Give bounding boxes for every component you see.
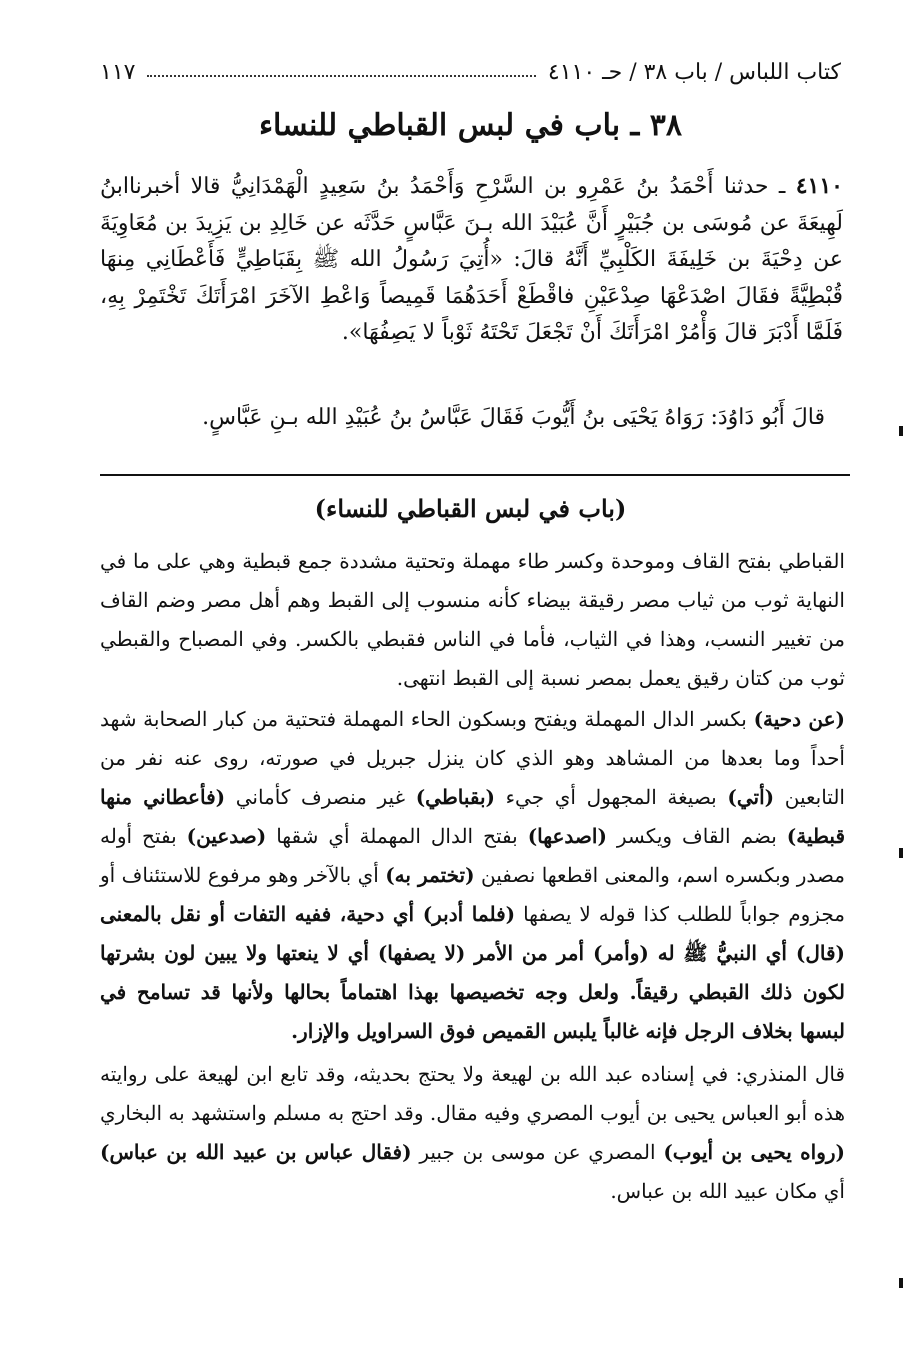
gloss: بفتح أوله مصدر وبكسره اسم، والمعنى اقطعها نصفين [100,824,845,887]
chapter-title: ٣٨ ـ باب في لبس القباطي للنساء [258,108,683,143]
gloss: غير منصرف كأماني [225,785,416,809]
section-divider [100,474,850,476]
gloss: بضم القاف ويكسر [606,824,787,848]
lemma: (فقال عباس بن عبيد الله بن عباس) [100,1140,412,1164]
header-dot-leader [147,75,535,77]
abu-dawud-note: قالَ أَبُو دَاوُدَ: رَوَاهُ يَحْيَى بنُ أَيُّوبَ فَقَالَ عَبَّاسُ بنُ عُبَيْدِ الله بـنِ عَبَّاسٍ. [202,405,825,430]
lemma: (فلما أدبر) [422,902,516,926]
gloss-bold: أي دحية، ففيه التفات أو نقل بالمعنى [100,902,423,926]
page-number: ١١٧ [100,59,136,85]
running-header [100,52,841,92]
gloss-bold: أي لا ينعتها ولا يبين لون بشرتها لكون ذلك القبطي رقيقاً. ولعل وجه تخصيصها بهذا اهتماماً بحالها ولأنها قد تسامح في لبسها بخلاف الرجل فإنه غالباً يلبس القميص فوق السراويل والإزار. [100,941,845,1043]
lemma: (رواه يحيى بن أيوب) [663,1140,845,1164]
gloss: المصري عن موسى بن جبير [411,1140,664,1164]
hadith-body: ـ حدثنا أَحْمَدُ بنُ عَمْرِو بن السَّرْحِ وَأَحْمَدُ بنُ سَعِيدٍ الْهَمْدَانِيُّ قالا أخبرناابنُ لَهِيعَةَ عن مُوسَى بن جُبَيْرٍ أَنَّ عُبَيْدَ الله بـنَ عَبَّاسٍ حَدَّثَه عن خَالِدِ بن يَزِيدَ بن مُعَاوِيَةَ عن دِحْيَةَ بن خَلِيفَةَ الكَلْبِيِّ أَنَّهُ قالَ: «أُتِيَ رَسُولُ الله ﷺ بِقَبَاطِيٍّ فَأَعْطَانِي مِنهَا قُبْطِيَّةً فقَالَ اصْدَعْهَا صِدْعَيْنِ فاقْطَعْ أَحَدَهُمَا قَمِيصاً وَاعْطِ الآخَرَ امْرَأَتَكَ تَخْتَمِرْ بِهِ، فَلَمَّا أَدْبَرَ قالَ وَأْمُرْ امْرَأَتَكَ أَنْ تَجْعَلَ تَحْتَهُ ثَوْباً لا يَصِفُهَا». [100,174,843,345]
commentary-title: (باب في لبس القباطي للنساء) [314,494,627,523]
gloss: أي مكان عبيد الله بن عباس. [610,1179,845,1203]
hadith-text [100,168,843,352]
running-title: كتاب اللباس / باب ٣٨ / حـ ٤١١٠ [547,59,841,85]
lemma: (اصدعها) [527,824,607,848]
lemma: (قال) [795,941,845,965]
hadith-number: ٤١١٠ [795,173,843,199]
gloss: قال المنذري: في إسناده عبد الله بن لهيعة ولا يحتج بحديثه، وقد تابع ابن لهيعة على روايته هذه أبو العباس يحيى بن أيوب المصري وفيه مقال. وقد احتج به مسلم واستشهد به البخاري [100,1062,845,1125]
lemma: (عن دحية) [753,707,845,731]
lemma: (فأعطاني منها قبطية) [100,785,846,848]
commentary-paragraph-1: القباطي بفتح القاف وموحدة وكسر طاء مهملة وتحتية مشددة جمع قبطية وهي على ما في النهاية ثوب من ثياب مصر رقيقة بيضاء كأنه منسوب إلى القبط وهم أهل مصر وضم القاف من تغيير النسب، وهذا في الثياب، فأما في الناس فقبطي بالكسر. وفي المصباح والقبطي ثوب من كتان رقيق يعمل بمصر نسبة إلى القبط انتهى. [100,549,845,690]
lemma: (تختمر به) [385,863,475,887]
gloss: بكسر الدال المهملة ويفتح وبسكون الحاء المهملة فتحتية من كبار الصحابة شهد أحداً وما بعدها من المشاهد وهو الذي كان ينزل جبريل في صورته، روى عنه نفر من التابعين [100,707,845,809]
gloss: بصيغة المجهول أي جيء [495,785,728,809]
commentary-paragraph-3 [100,1055,845,1211]
scan-edge-mark [899,1278,903,1288]
lemma: (وأمر) [592,941,649,965]
scan-edge-mark [899,848,903,858]
gloss-bold: أي النبيُّ ﷺ له [648,941,796,965]
gloss-bold: أمر من الأمر [465,941,593,965]
gloss: بفتح الدال المهملة أي شقها [266,824,528,848]
gloss: أي بالآخر وهو مرفوع للاستئناف أو مجزوم جواباً للطلب كذا قوله لا يصفها [100,863,846,926]
lemma: (لا يصفها) [377,941,466,965]
lemma: (صدعين) [186,824,267,848]
lemma: (أتي) [727,785,775,809]
lemma: (بقباطي) [415,785,496,809]
commentary-paragraph-2 [100,700,845,1051]
scan-edge-mark [899,426,903,436]
